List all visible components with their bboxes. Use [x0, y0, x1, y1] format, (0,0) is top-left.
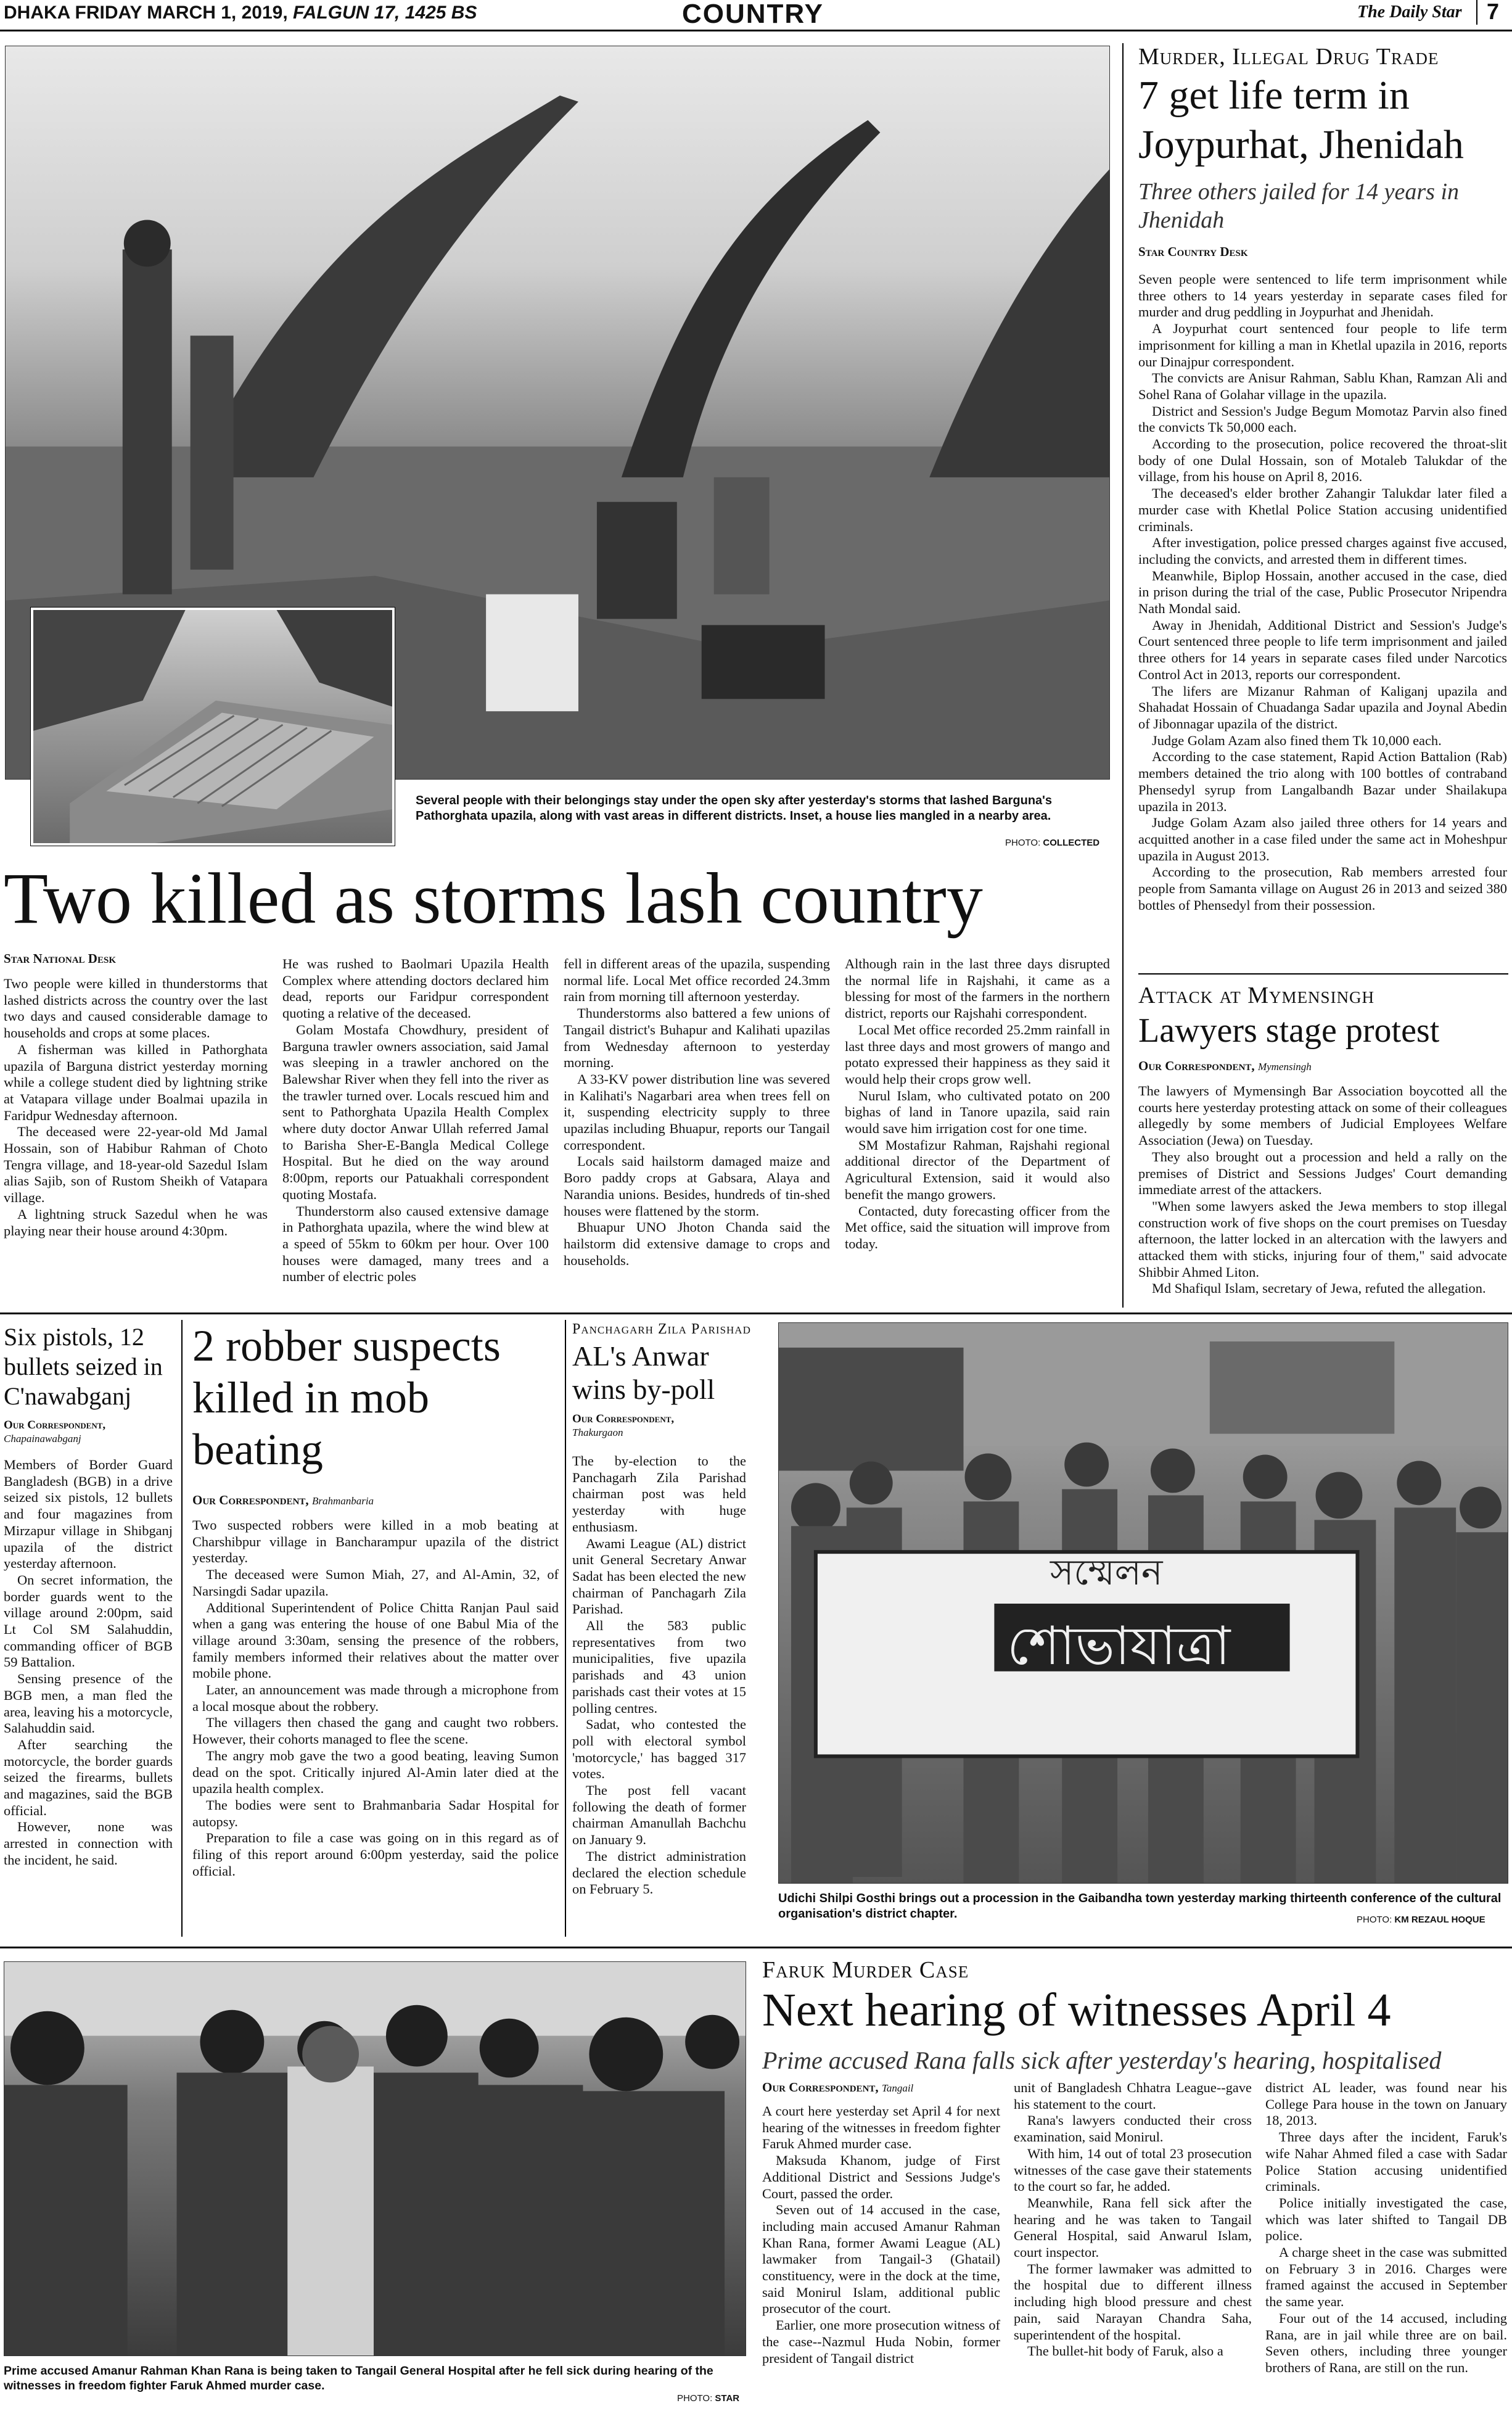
lead-p: Golam Mostafa Chowdhury, president of Barguna trawler owners association, said Jamal was sleeping in a trawler anchored on the Balewshar River when they fell into the river as the trawler turned over. Locals rescued him and sent to Pathorghata Upazila Health Complex where duty doctor Anwar Ullah referred Jamal to Barisha Sher-E-Bangla Medical College Hospital. But he died on the way around 8:00pm, reports our Patuakhali correspondent quoting Mostafa. — [282, 1021, 549, 1202]
bypoll-place: Thakurgaon — [572, 1427, 623, 1438]
faruk-byline-text: Our Correspondent, — [762, 2080, 879, 2095]
lead-col-3 — [564, 956, 830, 1269]
lawyers-kicker: Attack at Mymensingh — [1138, 983, 1375, 1008]
pistols-body — [4, 1457, 173, 1869]
dateline — [4, 2, 477, 23]
lawyers-byline-text: Our Correspondent, — [1138, 1058, 1255, 1073]
bypoll-p: Sadat, who contested the poll with electoral symbol 'motorcycle,' has bagged 317 votes. — [572, 1717, 746, 1782]
lead-p: Although rain in the last three days disrupted the normal life in Rajshahi, it came as a blessing for most of the farmers in the northern district, reports our Rajshahi correspondent. — [845, 956, 1110, 1021]
lawyers-p: Md Shafiqul Islam, secretary of Jewa, refuted the allegation. — [1152, 1280, 1486, 1296]
faruk-place: Tangail — [881, 2082, 914, 2094]
pistols-byline — [4, 1419, 105, 1446]
life-term-p: Away in Jhenidah, Additional District and Session's Judge's Court sentenced three people to life term imprisonment and jailed three others for 14 years in separate cases filed under Narcotics Control Act in 2013, reports our correspondent. — [1138, 617, 1507, 682]
pistols-p: However, none was arrested in connection with the incident, he said. — [4, 1819, 173, 1868]
life-term-headline: 7 get life term in Joypurhat, Jhenidah — [1138, 73, 1464, 167]
life-term-p: Seven people were sentenced to life term imprisonment while three others to 14 years yesterday in separate cases filed for murder and drug peddling in Joypurhat and Jhenidah. — [1138, 271, 1507, 320]
life-term-p: The deceased's elder brother Zahangir Talukdar later filed a murder case with Khetlal Police Station accusing unidentified criminals. — [1138, 485, 1507, 534]
pistols-p: Sensing presence of the BGB men, a man fled the area, leaving his a motorcycle, Salahuddin said. — [4, 1671, 173, 1736]
faruk-p: unit of Bangladesh Chhatra League--gave his statement to the court. — [1014, 2080, 1252, 2112]
life-term-p: According to the prosecution, police recovered the throat-slit body of one Dulal Hossain, son of Motaleb Talukdar of the village, from his house on April 8, 2016. — [1138, 436, 1507, 485]
life-term-p: Judge Golam Azam also jailed three others for 14 years and acquitted another in a case filed under the same act in Moheshpur upazila in August 2013. — [1138, 815, 1507, 863]
faruk-p: district AL leader, was found near his College Para house in the town on January 18, 2013. — [1265, 2080, 1507, 2129]
lead-credit-name: COLLECTED — [1043, 838, 1100, 848]
paper-name: The Daily Star — [1357, 2, 1462, 22]
faruk-headline: Next hearing of witnesses April 4 — [762, 1984, 1391, 2036]
procession-credit-name: KM REZAUL HOQUE — [1394, 1914, 1485, 1925]
lawyers-headline: Lawyers stage protest — [1138, 1012, 1440, 1050]
life-term-kicker: Murder, Illegal Drug Trade — [1138, 44, 1439, 70]
faruk-col-1 — [762, 2103, 1000, 2367]
procession-caption: Udichi Shilpi Gosthi brings out a procession in the Gaibandha town yesterday marking thirteenth conference of the cultural organisation's district chapter. — [778, 1892, 1502, 1921]
faruk-p: Earlier, one more prosecution witness of the case--Nazmul Huda Nobin, former president of Tangail district — [762, 2317, 1000, 2366]
court-credit-label: PHOTO: — [677, 2393, 713, 2404]
lead-p: SM Mostafizur Rahman, Rajshahi regional additional director of the Department of Agricultural Extension, said it would also benefit the mango growers. — [845, 1137, 1110, 1202]
section-rule — [0, 1313, 1512, 1314]
lead-p: Nurul Islam, who cultivated potato on 200 bighas of land in Tanore upazila, said rain would save him irrigation cost for one time. — [845, 1087, 1110, 1137]
life-term-p: After investigation, police pressed charges against five accused, including the convicts, and arrested them in different times. — [1138, 535, 1507, 567]
column-rule — [565, 1320, 566, 1937]
faruk-subhead: Prime accused Rana falls sick after yesterday's hearing, hospitalised — [762, 2046, 1442, 2074]
lead-p: A fisherman was killed in Pathorghata upazila of Barguna district yesterday morning while a college student died by lightning strike at Vatapara village under Boalmai upazila in Faridpur Wednesday afternoon. — [4, 1041, 268, 1123]
life-term-p: The lifers are Mizanur Rahman of Kaliganj upazila and Shahadat Hossain of Chuadanga Sadar upazila and Joynal Abedin of Jibonnagar upazila of the district. — [1138, 683, 1507, 732]
masthead — [4, 0, 1508, 28]
lead-photo-credit — [1005, 838, 1099, 848]
procession-credit-label: PHOTO: — [1357, 1914, 1392, 1925]
lead-p: Contacted, duty forecasting officer from the Met office, said the situation will improve from today. — [845, 1203, 1110, 1251]
faruk-p: Maksuda Khanom, judge of First Additional District and Sessions Judge's Court, passed the order. — [762, 2153, 1000, 2201]
faruk-p: A charge sheet in the case was submitted on February 3 in 2016. Charges were framed against the accused in September the same year. — [1265, 2244, 1507, 2310]
lead-col-1 — [4, 976, 268, 1239]
dateline-text: DHAKA FRIDAY MARCH 1, 2019, — [4, 2, 288, 23]
faruk-p: A court here yesterday set April 4 for next hearing of the witnesses in freedom fighter Faruk Ahmed murder case. — [762, 2103, 1000, 2152]
life-term-p: A Joypurhat court sentenced four people to life term imprisonment for killing a man in Khetlal upazila in 2016, reports our Dinajpur correspondent. — [1138, 321, 1507, 369]
robbers-p: The angry mob gave the two a good beating, leaving Sumon dead on the spot. Critically injured Al-Amin later died at the upazila health complex. — [192, 1747, 559, 1797]
faruk-p: Seven out of 14 accused in the case, including main accused Amanur Rahman Khan Rana, former Awami League (AL) lawmaker from Tangail-3 (Ghatail) constituency, were in the dock at the time, said Monirul Islam, additional public prosecutor of the court. — [762, 2202, 1000, 2317]
lead-p: Local Met office recorded 25.2mm rainfall in last three days and most growers of mango and potato expressed their happiness as they said it would help their crops grow well. — [845, 1021, 1110, 1087]
lawyers-p: They also brought out a procession and held a rally on the premises of District and Sessions Judges' Court demanding immediate arrest of the attackers. — [1138, 1148, 1507, 1198]
life-term-subhead: Three others jailed for 14 years in Jhenidah — [1138, 179, 1459, 233]
robbers-byline — [192, 1493, 374, 1508]
lead-col-4 — [845, 956, 1110, 1253]
lead-p: Locals said hailstorm damaged maize and Boro paddy crops at Gabsara, Alaya and Narandia unions. Besides, hundreds of tin-shed houses were flattened by the storm. — [564, 1153, 830, 1219]
masthead-rule — [0, 30, 1512, 31]
lead-p: Two people were killed in thunderstorms that lashed districts across the country over the last two days and caused considerable damage to households and crops at some places. — [4, 976, 268, 1041]
bypoll-byline — [572, 1412, 674, 1440]
robbers-p: Two suspected robbers were killed in a mob beating at Charshibpur village in Bancharampur upazila of the district yesterday. — [192, 1517, 559, 1566]
lead-col-2 — [282, 956, 549, 1285]
lead-p: Thunderstorms also battered a few unions of Tangail district's Buhapur and Kalihati upazilas from Wednesday afternoon to yesterday morning. — [564, 1005, 830, 1071]
bypoll-byline-text: Our Correspondent, — [572, 1412, 675, 1425]
life-term-p: District and Session's Judge Begum Momotaz Parvin also fined the convicts Tk 50,000 each. — [1138, 403, 1507, 435]
life-term-p: According to the prosecution, Rab members arrested four people from Samanta village on August 26 in 2013 and seized 380 bottles of Phensedyl from their possession. — [1138, 864, 1507, 913]
life-term-byline: Star Country Desk — [1138, 244, 1248, 259]
robbers-byline-text: Our Correspondent, — [192, 1493, 309, 1507]
robbers-p: The villagers then chased the gang and caught two robbers. However, their cohorts managed to flee the scene. — [192, 1715, 559, 1747]
lead-byline: Star National Desk — [4, 951, 116, 966]
lead-p: He was rushed to Baolmari Upazila Health Complex where attending doctors declared him dead, reports our Faridpur correspondent quoting a relative of the deceased. — [282, 956, 549, 1021]
robbers-p: Preparation to file a case was going on in this regard as of filing of this report around 6:00pm yesterday, said the police official. — [192, 1830, 559, 1879]
banner-text: শোভাযাত্রা — [1007, 1615, 1231, 1677]
lawyers-body — [1138, 1083, 1507, 1297]
lawyers-place: Mymensingh — [1257, 1061, 1312, 1073]
robbers-headline: 2 robber suspects killed in mob beating — [192, 1321, 501, 1474]
faruk-p: Rana's lawyers conducted their cross examination, said Monirul. — [1014, 2112, 1252, 2145]
life-term-p: Judge Golam Azam also fined them Tk 10,000 each. — [1152, 732, 1442, 748]
page-number: 7 — [1487, 0, 1500, 24]
bypoll-p: The post fell vacant following the death of former chairman Amanullah Bachchu on January 9. — [572, 1782, 746, 1848]
life-term-p: Meanwhile, Biplop Hossain, another accused in the case, died in prison during the trial of the case, Public Prosecutor Nripendra Nath Mondal said. — [1138, 567, 1507, 617]
pistols-headline: Six pistols, 12 bullets seized in C'nawabganj — [4, 1323, 163, 1410]
life-term-body — [1138, 271, 1507, 913]
court-photo — [4, 1961, 746, 2356]
lead-p: Bhuapur UNO Jhoton Chanda said the hailstorm did extensive damage to crops and households. — [564, 1219, 830, 1268]
pistols-p: After searching the motorcycle, the border guards seized the firearms, bullets and magazines, said the BGB official. — [4, 1736, 173, 1818]
faruk-col-2 — [1014, 2080, 1252, 2360]
robbers-body — [192, 1517, 559, 1879]
inset-photo — [31, 608, 395, 846]
procession-credit — [1357, 1914, 1485, 1925]
faruk-p: Three days after the incident, Faruk's wife Nahar Ahmed filed a case with Sadar Police Station accusing unidentified criminals. — [1265, 2129, 1507, 2195]
robbers-place: Brahmanbaria — [311, 1495, 374, 1507]
lead-p: fell in different areas of the upazila, suspending normal life. Local Met office recorded 24.3mm rain from morning till afternoon yesterday. — [564, 956, 830, 1005]
pistols-byline-text: Our Correspondent, — [4, 1419, 106, 1432]
bypoll-kicker: Panchagarh Zila Parishad — [572, 1321, 751, 1337]
bypoll-p: The by-election to the Panchagarh Zila Parishad chairman post was held yesterday with huge enthusiasm. — [572, 1453, 746, 1535]
lead-credit-label: PHOTO: — [1005, 838, 1041, 848]
lead-p: The deceased were 22-year-old Md Jamal Hossain, son of Habibur Rahman of Choto Tengra village, and 18-year-old Sazedul Islam alias Sajib, son of Rustom Sheikh of Vatapara village. — [4, 1124, 268, 1206]
robbers-p: Later, an announcement was made through a microphone from a local mosque about the robbery. — [192, 1682, 559, 1714]
bypoll-p: Awami League (AL) district unit General Secretary Anwar Sadat has been elected the new chairman of Panchagarh Zila Parishad. — [572, 1535, 746, 1617]
robbers-p: The deceased were Sumon Miah, 27, and Al-Amin, 32, of Narsingdi Sadar upazila. — [192, 1567, 559, 1599]
lead-p: A lightning struck Sazedul when he was playing near their house around 4:30pm. — [4, 1206, 268, 1238]
column-rule — [181, 1320, 183, 1937]
faruk-p: With him, 14 out of total 23 prosecution witnesses of the case gave their statements to the court so far, he added. — [1014, 2145, 1252, 2195]
pistols-p: Members of Border Guard Bangladesh (BGB) in a drive seized six pistols, 12 bullets and four magazines from Mirzapur village in Shibganj upazila of the district yesterday afternoon. — [4, 1457, 173, 1572]
robbers-p: The bodies were sent to Brahmanbaria Sadar Hospital for autopsy. — [192, 1797, 559, 1829]
lead-headline: Two killed as storms lash country — [4, 858, 983, 939]
life-term-p: The convicts are Anisur Rahman, Sablu Khan, Ramzan Ali and Sohel Rana of Golahar village in the upazila. — [1138, 370, 1507, 402]
life-term-p: According to the case statement, Rapid Action Battalion (Rab) members detained the trio along with 100 bottles of contraband Phensedyl syrup from Langalbandh Bazar under Shailakupa upazila in 2013. — [1138, 749, 1507, 814]
lead-p: Thunderstorm also caused extensive damage in Pathorghata upazila, where the wind blew at a speed of 55km to 60km per hour. Over 100 houses were damaged, many trees and a number of electric poles — [282, 1203, 549, 1285]
bypoll-headline: AL's Anwar wins by-poll — [572, 1340, 715, 1405]
section-title: COUNTRY — [682, 0, 824, 29]
faruk-byline — [762, 2080, 913, 2095]
section-rule — [1138, 973, 1508, 975]
column-rule — [1122, 43, 1124, 1308]
faruk-p: Four out of the 14 accused, including Rana, are in jail while three are on bail. Seven others, including three younger brothers of Rana, are still on the run. — [1265, 2310, 1507, 2375]
robbers-p: Additional Superintendent of Police Chitta Ranjan Paul said when a gang was entering the house of one Babul Mia of the village around 3:30am, sensing the presence of the robbers, family members informed their relatives about the matter over mobile phone. — [192, 1599, 559, 1681]
faruk-p: The former lawmaker was admitted to the hospital due to different illness including high blood pressure and chest pain, said Narayan Chandra Saha, superintendent of the hospital. — [1014, 2261, 1252, 2343]
pistols-p: On secret information, the border guards went to the village around 2:00pm, said Lt Col SM Salahuddin, commanding officer of BGB 59 Battalion. — [4, 1572, 173, 1670]
section-rule — [0, 1947, 1512, 1948]
faruk-kicker: Faruk Murder Case — [762, 1957, 969, 1983]
lawyers-byline — [1138, 1058, 1312, 1074]
bypoll-body — [572, 1453, 746, 1898]
lead-photo-caption: Several people with their belongings stay under the open sky after yesterday's storms that lashed Barguna's Pathorghata upazila, along with vast areas in different districts. Inset, a house lies mangled in a nearby area. — [416, 794, 1053, 823]
lead-p: A 33-KV power distribution line was severed in Kalihati's Nagarbari area when trees fell on it, suspending electricity supply to three upazilas including Bhuapur, reports our Tangail correspondent. — [564, 1071, 830, 1153]
court-photo-credit — [677, 2393, 739, 2404]
faruk-p: The bullet-hit body of Faruk, also a — [1027, 2343, 1223, 2359]
lawyers-p: "When some lawyers asked the Jewa members to stop illegal construction work of five shops on the court premises on Tuesday afternoon, the latter locked in an altercation with the lawyers and attacked them with sticks, injuring four of them," said advocate Shibbir Ahmed Liton. — [1138, 1198, 1507, 1280]
bypoll-p: The district administration declared the election schedule on February 5. — [572, 1848, 746, 1897]
faruk-col-3 — [1265, 2080, 1507, 2376]
bypoll-p: All the 583 public representatives from two municipalities, five upazila parishads and 43 union parishads cast their votes at 15 polling centres. — [572, 1618, 746, 1716]
banner-top-text: সম্মেলন — [1050, 1551, 1163, 1593]
faruk-p: Police initially investigated the case, which was later shifted to Tangail DB police. — [1265, 2195, 1507, 2244]
court-credit-name: STAR — [715, 2393, 740, 2404]
pistols-place: Chapainawabganj — [4, 1433, 81, 1445]
court-photo-caption: Prime accused Amanur Rahman Khan Rana is being taken to Tangail General Hospital after he fell sick during hearing of the witnesses in freedom fighter Faruk Ahmed murder case. — [4, 2364, 713, 2392]
lawyers-p: The lawyers of Mymensingh Bar Association boycotted all the courts here yesterday protesting attack on some of their colleagues allegedly by some members of Judicial Employees Welfare Association (Jewa) on Tuesday. — [1138, 1083, 1507, 1148]
faruk-p: Meanwhile, Rana fell sick after the hearing and he was taken to Tangail General Hospital, said Anwarul Islam, court inspector. — [1014, 2195, 1252, 2261]
procession-photo — [778, 1322, 1508, 1884]
dateline-bs: FALGUN 17, 1425 BS — [293, 2, 477, 23]
masthead-divider — [1476, 0, 1477, 25]
